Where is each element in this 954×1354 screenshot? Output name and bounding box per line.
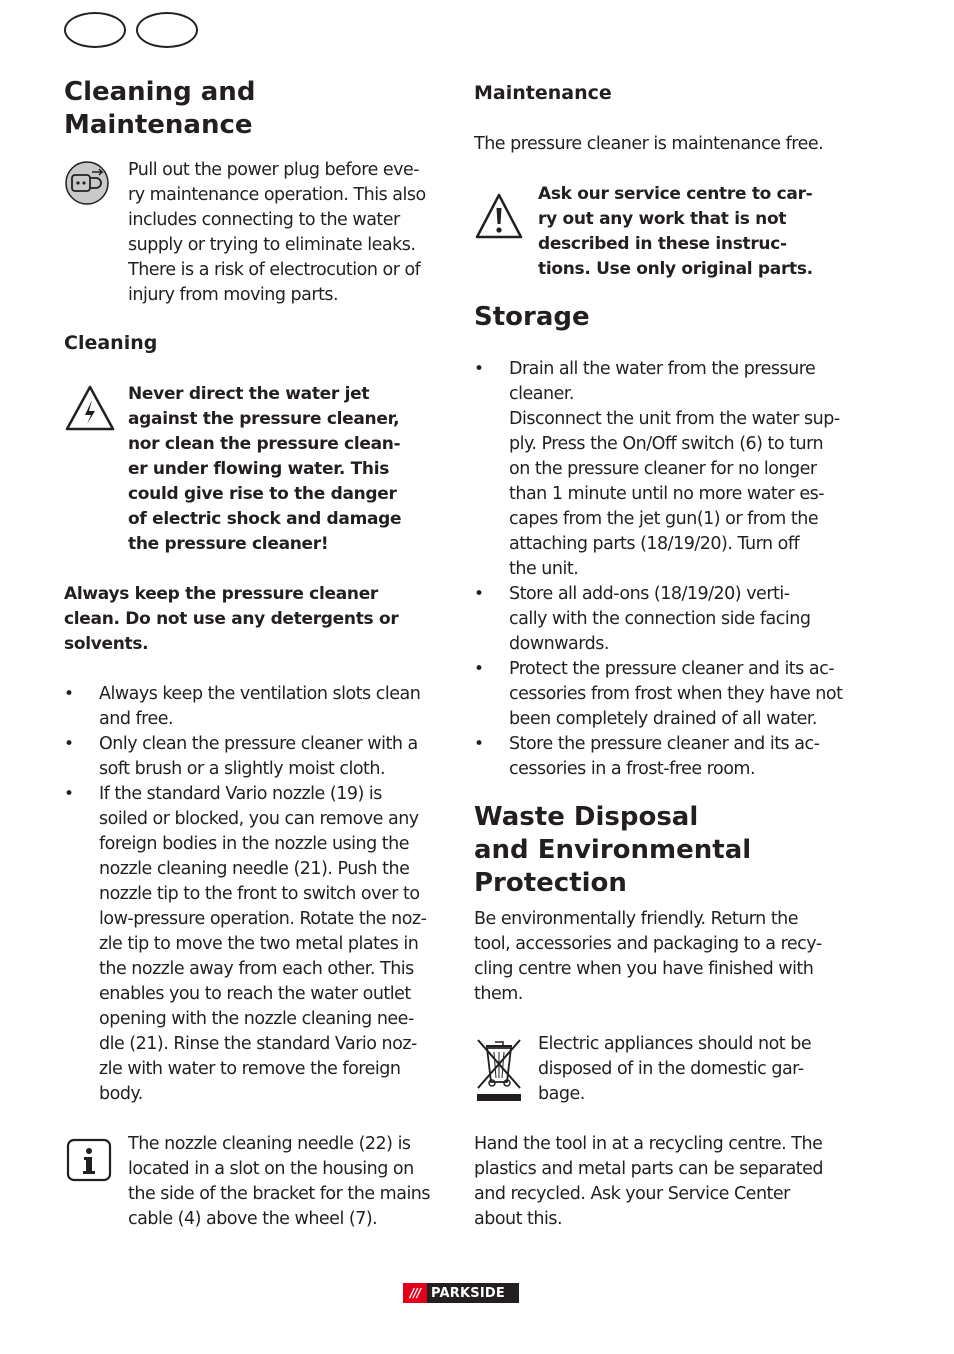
heading-line: Waste Disposal [474, 802, 699, 832]
page-title-line: Maintenance [64, 110, 253, 140]
text-line: Store all add-ons (18/19/20) verti- [509, 584, 790, 604]
text-line: If the standard Vario nozzle (19) is [99, 784, 382, 804]
heading-line: Protection [474, 868, 627, 898]
text-line: the pressure cleaner! [128, 534, 329, 554]
text-line: cable (4) above the wheel (7). [128, 1209, 378, 1229]
list-item [474, 732, 874, 782]
text-line: Store the pressure cleaner and its ac- [509, 734, 820, 754]
text-line: about this. [474, 1209, 563, 1229]
text-line: could give rise to the danger [128, 484, 397, 504]
list-item [474, 357, 874, 582]
text-line: cessories from frost when they have not [509, 684, 843, 704]
text-line: of electric shock and damage [128, 509, 402, 529]
list-item [64, 682, 449, 732]
crossed-out-bin-icon [474, 1036, 524, 1106]
storage-heading: Storage [474, 302, 590, 332]
text-line: The nozzle cleaning needle (22) is [128, 1134, 411, 1154]
maintenance-heading: Maintenance [474, 82, 612, 104]
text-line: Drain all the water from the pressure [509, 359, 816, 379]
text-line: downwards. [509, 634, 609, 654]
text-line: tool, accessories and packaging to a recy- [474, 934, 822, 954]
text-line: cessories in a frost-free room. [509, 759, 756, 779]
bullet-marker: • [64, 784, 74, 804]
bullet-marker: • [474, 659, 484, 679]
text-line: Pull out the power plug before eve- [128, 160, 420, 180]
text-line: Ask our service centre to car- [538, 184, 813, 204]
bin-notice [538, 1032, 811, 1107]
text-line: Always keep the pressure cleaner [64, 584, 379, 604]
language-ovals [64, 12, 204, 52]
text-line: Electric appliances should not be [538, 1034, 812, 1054]
text-line: er under flowing water. This [128, 459, 390, 479]
text-line: and free. [99, 709, 174, 729]
text-line: the side of the bracket for the mains [128, 1184, 431, 1204]
bullet-marker: • [474, 584, 484, 604]
text-line: body. [99, 1084, 143, 1104]
text-line: Disconnect the unit from the water sup- [509, 409, 840, 429]
list-item [64, 732, 449, 782]
page-title-line: Cleaning and [64, 77, 256, 107]
keep-clean-notice [64, 582, 398, 657]
list-item [64, 782, 449, 1107]
bullet-marker: • [64, 734, 74, 754]
text-line: solvents. [64, 634, 149, 654]
text-line: plastics and metal parts can be separated [474, 1159, 824, 1179]
text-line: attaching parts (18/19/20). Turn off [509, 534, 800, 554]
text-line: the nozzle away from each other. This [99, 959, 414, 979]
text-line: located in a slot on the housing on [128, 1159, 414, 1179]
waste-intro [474, 907, 822, 1007]
logo-stripes: /// [403, 1283, 427, 1303]
list-item [474, 582, 874, 657]
text-line: cally with the connection side facing [509, 609, 811, 629]
cleaning-heading: Cleaning [64, 332, 158, 354]
text-line: ry out any work that is not [538, 209, 787, 229]
text-line: been completely drained of all water. [509, 709, 817, 729]
text-line: opening with the nozzle cleaning nee- [99, 1009, 414, 1029]
text-line: nozzle cleaning needle (21). Push the [99, 859, 410, 879]
text-line: disposed of in the domestic gar- [538, 1059, 804, 1079]
text-line: Hand the tool in at a recycling centre. The [474, 1134, 823, 1154]
plug-paragraph [128, 158, 426, 308]
text-line: nor clean the pressure clean- [128, 434, 401, 454]
text-line: on the pressure cleaner for no longer [509, 459, 817, 479]
bullet-marker: • [474, 359, 484, 379]
text-line: zle tip to move the two metal plates in [99, 934, 419, 954]
text-line: soft brush or a slightly moist cloth. [99, 759, 386, 779]
info-note [128, 1132, 430, 1232]
electric-shock-warning-icon [64, 384, 116, 432]
water-jet-warning [128, 382, 401, 557]
waste-disposal-heading [474, 801, 751, 900]
storage-bullet-list [474, 357, 874, 782]
recycle-paragraph [474, 1132, 823, 1232]
text-line: foreign bodies in the nozzle using the [99, 834, 410, 854]
text-line: cleaner. [509, 384, 574, 404]
bullet-marker: • [474, 734, 484, 754]
text-line: ply. Press the On/Off switch (6) to turn [509, 434, 824, 454]
text-line: soiled or blocked, you can remove any [99, 809, 419, 829]
text-line: them. [474, 984, 523, 1004]
text-line: and recycled. Ask your Service Center [474, 1184, 790, 1204]
text-line: bage. [538, 1084, 585, 1104]
logo-brand-name: PARKSIDE [431, 1285, 505, 1301]
text-line: Only clean the pressure cleaner with a [99, 734, 418, 754]
heading-line: and Environmental [474, 835, 752, 865]
text-line: than 1 minute until no more water es- [509, 484, 825, 504]
list-item [474, 657, 874, 732]
text-line: Be environmentally friendly. Return the [474, 909, 799, 929]
text-line: dle (21). Rinse the standard Vario noz- [99, 1034, 417, 1054]
info-icon [66, 1138, 112, 1182]
text-line: Protect the pressure cleaner and its ac- [509, 659, 835, 679]
text-line: enables you to reach the water outlet [99, 984, 411, 1004]
text-line: Always keep the ventilation slots clean [99, 684, 421, 704]
text-line: against the pressure cleaner, [128, 409, 400, 429]
text-line: There is a risk of electrocution or of [128, 260, 421, 280]
power-plug-icon [64, 160, 110, 206]
parkside-logo [403, 1283, 519, 1303]
service-warning [538, 182, 813, 282]
text-line: low-pressure operation. Rotate the noz- [99, 909, 427, 929]
text-line: includes connecting to the water [128, 210, 400, 230]
cleaning-bullet-list [64, 682, 449, 1107]
text-line: ry maintenance operation. This also [128, 185, 426, 205]
bullet-marker: • [64, 684, 74, 704]
text-line: capes from the jet gun(1) or from the [509, 509, 819, 529]
text-line: tions. Use only original parts. [538, 259, 813, 279]
language-oval-right [136, 12, 198, 48]
maintenance-text: The pressure cleaner is maintenance free. [474, 134, 824, 154]
text-line: nozzle tip to the front to switch over to [99, 884, 420, 904]
text-line: Never direct the water jet [128, 384, 370, 404]
text-line: injury from moving parts. [128, 285, 339, 305]
text-line: cling centre when you have finished with [474, 959, 814, 979]
text-line: supply or trying to eliminate leaks. [128, 235, 416, 255]
text-line: zle with water to remove the foreign [99, 1059, 401, 1079]
text-line: clean. Do not use any detergents or [64, 609, 399, 629]
page-title [64, 76, 255, 142]
text-line: the unit. [509, 559, 579, 579]
text-line: described in these instruc- [538, 234, 787, 254]
warning-icon [474, 192, 524, 240]
language-oval-left [64, 12, 126, 48]
